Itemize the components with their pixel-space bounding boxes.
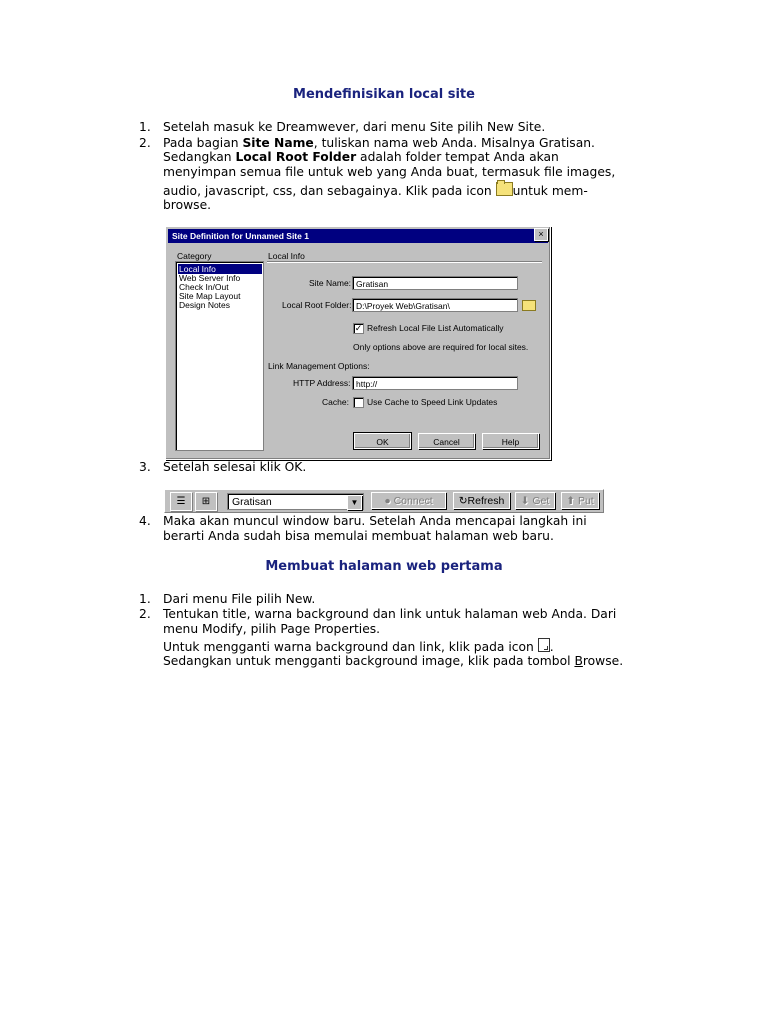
folder-icon bbox=[496, 182, 513, 196]
http-address-field[interactable]: http:// bbox=[352, 376, 518, 390]
category-design-notes[interactable]: Design Notes bbox=[179, 300, 231, 310]
get-button[interactable]: ⬇ Get bbox=[515, 492, 555, 509]
connect-button[interactable]: ● Connect bbox=[371, 492, 446, 509]
site-select[interactable]: Gratisan ▼ bbox=[227, 493, 364, 510]
category-check-in-out[interactable]: Check In/Out bbox=[179, 282, 229, 292]
dialog-title: Site Definition for Unnamed Site 1 bbox=[168, 229, 548, 243]
category-web-server-info[interactable]: Web Server Info bbox=[179, 273, 241, 283]
list-view-icon[interactable]: ☰ bbox=[170, 492, 192, 511]
ok-button[interactable]: OK bbox=[354, 433, 411, 449]
help-button[interactable]: Help bbox=[482, 433, 539, 449]
cache-checkbox[interactable] bbox=[353, 397, 364, 408]
root-folder-label: Local Root Folder: bbox=[282, 300, 352, 310]
cache-label: Cache: bbox=[322, 397, 349, 407]
refresh-label: Refresh Local File List Automatically bbox=[367, 323, 504, 333]
section-title-web-page: Membuat halaman web pertama bbox=[265, 559, 503, 574]
divider bbox=[267, 261, 542, 263]
category-list[interactable] bbox=[175, 261, 264, 451]
site-definition-dialog bbox=[165, 226, 551, 460]
root-folder-field[interactable]: D:\Proyek Web\Gratisan\ bbox=[352, 298, 518, 312]
http-address-label: HTTP Address: bbox=[293, 378, 351, 388]
category-local-info[interactable]: Local Info bbox=[178, 264, 262, 274]
chevron-down-icon[interactable]: ▼ bbox=[347, 495, 362, 510]
refresh-checkbox[interactable]: ✓ bbox=[354, 323, 363, 333]
local-sites-note: Only options above are required for local sites. bbox=[353, 342, 529, 352]
close-icon[interactable]: × bbox=[534, 228, 548, 241]
site-name-field[interactable]: Gratisan bbox=[352, 276, 518, 290]
folder-icon[interactable] bbox=[522, 300, 536, 311]
page-properties-icon bbox=[538, 638, 550, 652]
category-label: Category bbox=[177, 251, 212, 261]
site-map-icon[interactable]: ⊞ bbox=[195, 492, 217, 511]
cache-option-label: Use Cache to Speed Link Updates bbox=[367, 397, 498, 407]
site-name-label: Site Name: bbox=[309, 278, 352, 288]
section-title-local-site: Mendefinisikan local site bbox=[293, 87, 475, 102]
local-info-heading: Local Info bbox=[268, 251, 305, 261]
refresh-button[interactable]: ↻Refresh bbox=[453, 492, 510, 509]
category-site-map-layout[interactable]: Site Map Layout bbox=[179, 291, 241, 301]
link-management-label: Link Management Options: bbox=[268, 361, 370, 371]
put-button[interactable]: ⬆ Put bbox=[561, 492, 599, 509]
site-toolbar bbox=[164, 489, 604, 513]
cancel-button[interactable]: Cancel bbox=[418, 433, 475, 449]
